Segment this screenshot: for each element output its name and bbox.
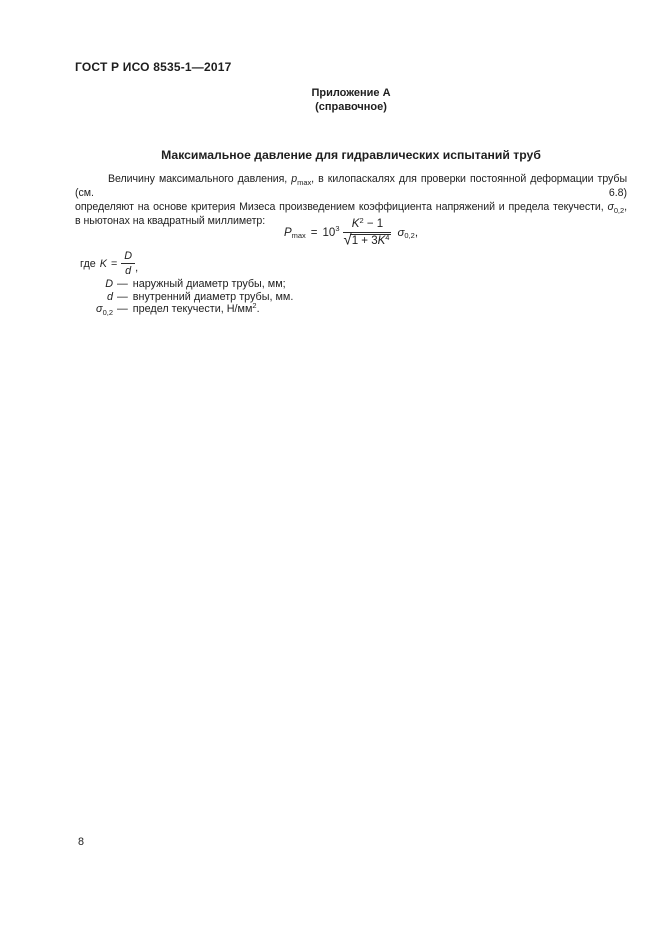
definition-row-d: [75, 291, 293, 304]
definitions-list: [75, 278, 293, 316]
definition-text-main: наружный диаметр трубы, мм;: [132, 278, 286, 290]
where-clause: [80, 250, 138, 277]
radicand: [350, 234, 392, 248]
pressure-subscript: max: [297, 178, 312, 187]
definition-dash: —: [117, 303, 128, 316]
definition-symbol: [75, 303, 113, 316]
formula-punctuation: ,: [414, 227, 419, 239]
definition-text: [133, 278, 286, 291]
pressure-symbol: p: [291, 173, 298, 185]
document-header: ГОСТ Р ИСО 8535-1—2017: [75, 60, 232, 74]
paragraph-text: ,: [624, 201, 627, 213]
radicand-text: 1 + 3: [351, 235, 378, 247]
symbol-text: σ: [96, 303, 103, 316]
paragraph-line-1: [75, 172, 627, 200]
definition-dash: —: [117, 290, 128, 303]
k-definition-fraction: [121, 250, 135, 277]
definition-text-main: внутренний диаметр трубы, мм.: [132, 290, 294, 303]
formula-pmax: P $_{max}$ = 10 $^3$ $K^2 - 1$ √ $1 + 3K^4$ σ $_{0,2}$ ,: [283, 216, 419, 249]
page-number: 8: [78, 836, 85, 848]
fraction-denominator: d: [125, 265, 132, 277]
equals-sign: =: [310, 227, 318, 239]
section-heading: Максимальное давление для гидравлических испытаний труб: [161, 148, 541, 162]
k-exponent: 4: [385, 233, 390, 242]
formula-coefficient: 10: [322, 227, 336, 239]
fraction-denominator: [343, 233, 391, 248]
symbol-subscript: 0,2: [102, 308, 113, 318]
radical-sign: √: [343, 231, 352, 249]
numerator-tail: − 1: [363, 218, 384, 230]
definition-text: [133, 303, 260, 316]
definition-text-main: предел текучести, Н/мм: [132, 303, 253, 316]
formula-fraction: [343, 218, 391, 248]
sigma-subscript: 0,2: [613, 206, 625, 215]
sigma-symbol: σ: [607, 201, 614, 213]
fraction-numerator: D: [121, 250, 135, 264]
appendix-subtitle: (справочное): [315, 101, 387, 113]
paragraph-text: , в килопаскалях для проверки постоянной деформации трубы (см. 6.8): [75, 173, 628, 199]
k-exponent: 2: [359, 216, 364, 225]
where-punctuation: ,: [135, 262, 139, 274]
paragraph-text: Величину максимального давления,: [108, 173, 292, 185]
definition-text: [133, 291, 294, 304]
definition-row-sigma: [75, 303, 293, 316]
formula-lhs: P: [283, 227, 292, 239]
definition-row-D: [75, 278, 293, 291]
symbol-text: D: [105, 278, 113, 290]
appendix-title: Приложение А: [311, 87, 391, 99]
paragraph-line-3: в ньютонах на квадратный миллиметр:: [75, 215, 266, 227]
definition-dash: —: [117, 278, 128, 290]
definition-text-tail: .: [256, 303, 260, 316]
content-area: [75, 0, 627, 935]
equals-sign: =: [110, 257, 118, 270]
paragraph-text: определяют на основе критерия Мизеса произведением коэффициента напряжений и предела текучести,: [75, 201, 608, 213]
k-symbol: K: [351, 218, 360, 230]
k-symbol: K: [377, 235, 386, 247]
k-symbol: K: [99, 257, 107, 270]
where-label: где: [80, 257, 96, 270]
symbol-text: d: [106, 290, 113, 303]
definition-symbol: [75, 278, 113, 291]
sigma-symbol: σ: [397, 227, 405, 239]
definition-superscript: 2: [252, 301, 257, 311]
definition-symbol: [75, 291, 113, 304]
